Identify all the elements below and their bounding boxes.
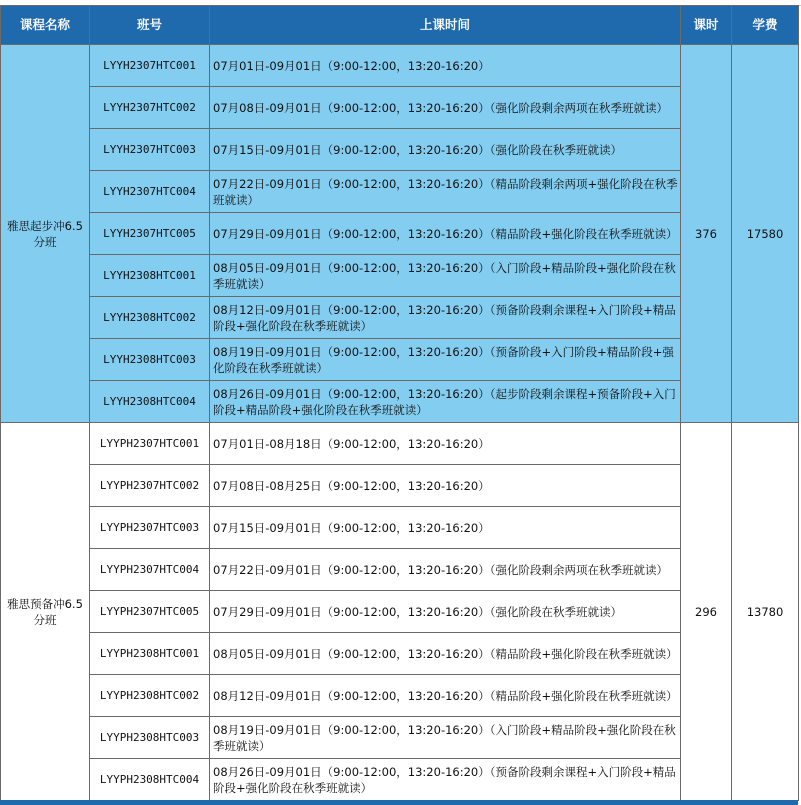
table-row	[1, 87, 799, 129]
table-header-row	[1, 6, 799, 45]
fee-cell[interactable]: 17580	[732, 45, 799, 423]
table-row	[1, 717, 799, 759]
class-code-cell[interactable]: LYYPH2307HTC004	[90, 549, 210, 591]
header-schedule: 上课时间	[210, 6, 681, 45]
table-row	[1, 465, 799, 507]
class-code-cell[interactable]: LYYH2308HTC003	[90, 339, 210, 381]
schedule-cell[interactable]: 08月12日-09月01日（9:00-12:00，13:20-16:20）（精品阶段+强化阶段在秋季班就读）	[210, 675, 681, 717]
class-code-cell[interactable]: LYYPH2307HTC003	[90, 507, 210, 549]
header-hours: 课时	[681, 6, 732, 45]
schedule-cell[interactable]: 07月15日-09月01日（9:00-12:00，13:20-16:20）（强化阶段在秋季班就读）	[210, 129, 681, 171]
class-code-cell[interactable]: LYYH2307HTC005	[90, 213, 210, 255]
class-code-cell[interactable]: LYYH2307HTC004	[90, 171, 210, 213]
hours-cell[interactable]: 376	[681, 45, 732, 423]
course-name-cell[interactable]: 雅思预备冲6.5分班	[1, 423, 90, 801]
class-code-cell[interactable]: LYYPH2307HTC005	[90, 591, 210, 633]
table-row	[1, 339, 799, 381]
schedule-cell[interactable]: 07月29日-09月01日（9:00-12:00，13:20-16:20）（精品阶段+强化阶段在秋季班就读）	[210, 213, 681, 255]
table-row	[1, 129, 799, 171]
course-schedule-table	[0, 5, 799, 801]
table-row	[1, 759, 799, 801]
table-row	[1, 297, 799, 339]
schedule-cell[interactable]: 07月15日-09月01日（9:00-12:00，13:20-16:20）	[210, 507, 681, 549]
class-code-cell[interactable]: LYYPH2308HTC001	[90, 633, 210, 675]
table-row	[1, 171, 799, 213]
table-body	[1, 45, 799, 801]
schedule-cell[interactable]: 07月29日-09月01日（9:00-12:00，13:20-16:20）（强化阶段在秋季班就读）	[210, 591, 681, 633]
schedule-cell[interactable]: 07月22日-09月01日（9:00-12:00，13:20-16:20）（精品阶段剩余两项+强化阶段在秋季班就读）	[210, 171, 681, 213]
class-code-cell[interactable]: LYYH2308HTC004	[90, 381, 210, 423]
class-code-cell[interactable]: LYYPH2307HTC001	[90, 423, 210, 465]
table-row	[1, 381, 799, 423]
fee-cell[interactable]: 13780	[732, 423, 799, 801]
table-row	[1, 45, 799, 87]
table-row	[1, 633, 799, 675]
class-code-cell[interactable]: LYYPH2308HTC002	[90, 675, 210, 717]
class-code-cell[interactable]: LYYH2308HTC002	[90, 297, 210, 339]
table-row	[1, 591, 799, 633]
class-code-cell[interactable]: LYYH2307HTC002	[90, 87, 210, 129]
schedule-cell[interactable]: 07月01日-09月01日（9:00-12:00，13:20-16:20）	[210, 45, 681, 87]
next-section-header-edge	[0, 800, 798, 805]
schedule-cell[interactable]: 07月08日-09月01日（9:00-12:00，13:20-16:20）（强化阶段剩余两项在秋季班就读）	[210, 87, 681, 129]
schedule-cell[interactable]: 08月19日-09月01日（9:00-12:00，13:20-16:20）（入门阶段+精品阶段+强化阶段在秋季班就读）	[210, 717, 681, 759]
table-row	[1, 549, 799, 591]
header-fee: 学费	[732, 6, 799, 45]
schedule-cell[interactable]: 08月26日-09月01日（9:00-12:00，13:20-16:20）（预备阶段剩余课程+入门阶段+精品阶段+强化阶段在秋季班就读）	[210, 759, 681, 801]
class-code-cell[interactable]: LYYH2308HTC001	[90, 255, 210, 297]
schedule-cell[interactable]: 07月01日-08月18日（9:00-12:00，13:20-16:20）	[210, 423, 681, 465]
class-code-cell[interactable]: LYYPH2308HTC003	[90, 717, 210, 759]
class-code-cell[interactable]: LYYPH2308HTC004	[90, 759, 210, 801]
header-class-code: 班号	[90, 6, 210, 45]
schedule-cell[interactable]: 08月26日-09月01日（9:00-12:00，13:20-16:20）（起步阶段剩余课程+预备阶段+入门阶段+精品阶段+强化阶段在秋季班就读）	[210, 381, 681, 423]
table-row	[1, 423, 799, 465]
class-code-cell[interactable]: LYYH2307HTC003	[90, 129, 210, 171]
schedule-cell[interactable]: 07月22日-09月01日（9:00-12:00，13:20-16:20）（强化阶段剩余两项在秋季班就读）	[210, 549, 681, 591]
table-row	[1, 255, 799, 297]
class-code-cell[interactable]: LYYH2307HTC001	[90, 45, 210, 87]
course-name-cell[interactable]: 雅思起步冲6.5分班	[1, 45, 90, 423]
schedule-cell[interactable]: 08月19日-09月01日（9:00-12:00，13:20-16:20）（预备阶段+入门阶段+精品阶段+强化阶段在秋季班就读）	[210, 339, 681, 381]
hours-cell[interactable]: 296	[681, 423, 732, 801]
schedule-cell[interactable]: 07月08日-08月25日（9:00-12:00，13:20-16:20）	[210, 465, 681, 507]
header-course-name: 课程名称	[1, 6, 90, 45]
schedule-cell[interactable]: 08月12日-09月01日（9:00-12:00，13:20-16:20）（预备阶段剩余课程+入门阶段+精品阶段+强化阶段在秋季班就读）	[210, 297, 681, 339]
table-row	[1, 675, 799, 717]
class-code-cell[interactable]: LYYPH2307HTC002	[90, 465, 210, 507]
table-row	[1, 213, 799, 255]
schedule-cell[interactable]: 08月05日-09月01日（9:00-12:00，13:20-16:20）（入门阶段+精品阶段+强化阶段在秋季班就读）	[210, 255, 681, 297]
schedule-cell[interactable]: 08月05日-09月01日（9:00-12:00，13:20-16:20）（精品阶段+强化阶段在秋季班就读）	[210, 633, 681, 675]
table-row	[1, 507, 799, 549]
